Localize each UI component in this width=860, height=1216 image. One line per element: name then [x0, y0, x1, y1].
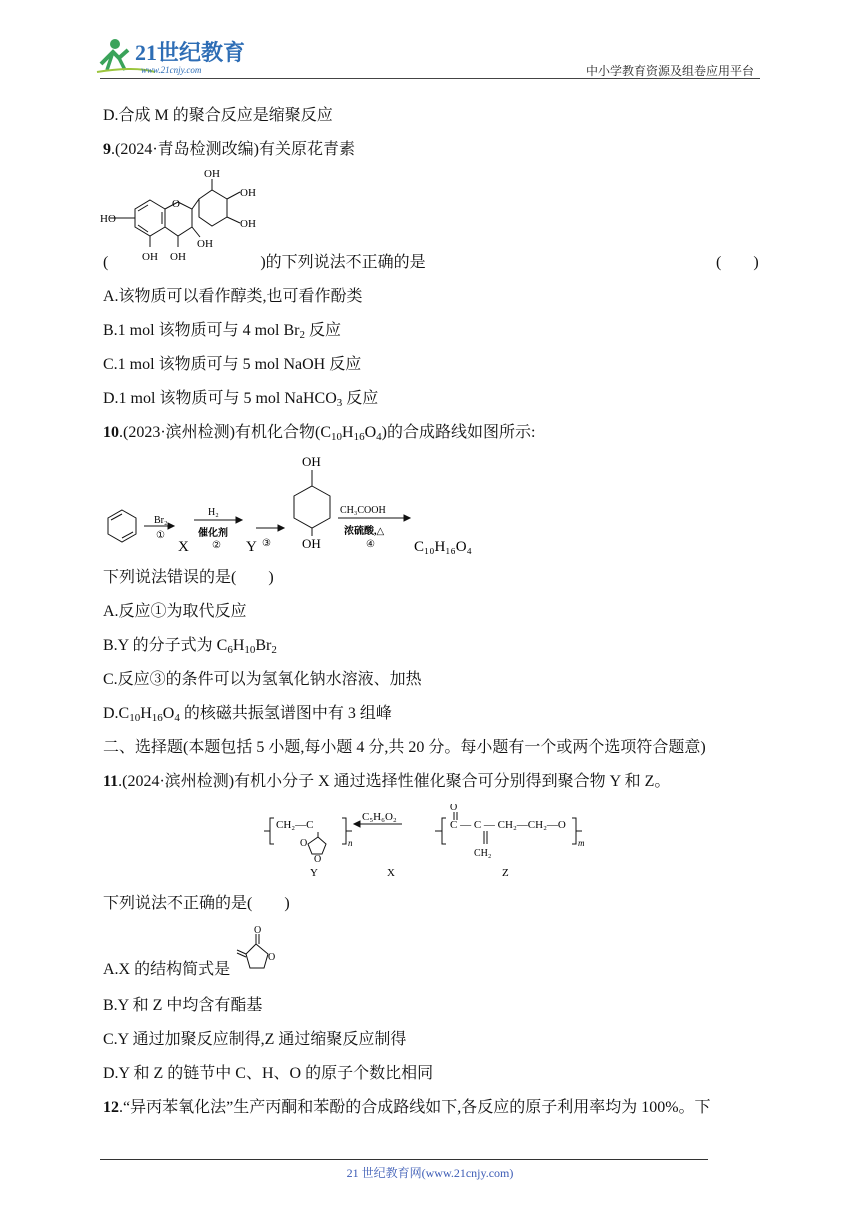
- q9-oh-6: OH: [142, 251, 158, 263]
- q10-stem: 下列说法错误的是( ): [103, 569, 274, 586]
- q11-x-formula: C₅H₆O₂: [362, 811, 397, 823]
- q10-option-c: C.反应③的条件可以为氢氧化钠水溶液、加热: [103, 671, 422, 688]
- q9-answer-blank: ( ): [716, 254, 759, 271]
- q11-y-n: n: [348, 838, 353, 848]
- q11-z-ch2: CH₂: [474, 848, 492, 859]
- logo-url: www.21cnjy.com: [141, 65, 202, 75]
- q10-option-d: $D.C_{10}H_{16}O_4$ 的核磁共振氢谱图中有 3 组峰: [103, 705, 392, 724]
- q11-y-ring-o: O: [314, 854, 322, 865]
- q9-number: 9: [103, 141, 111, 158]
- q10-reagent-2: H₂: [208, 507, 219, 518]
- q10-reagent-4: CH₃COOH: [340, 505, 386, 516]
- q9-option-c: C.1 mol 该物质可与 5 mol NaOH 反应: [103, 356, 362, 373]
- q10-reagent-1: Br₂: [154, 515, 168, 526]
- q9-oh-3: HO: [100, 213, 116, 225]
- q11-polymer-scheme: [262, 804, 602, 880]
- q10-synthesis-scheme: [100, 448, 520, 560]
- q10-product: C₁₀H₁₆O₄: [414, 539, 472, 555]
- q11-option-a: A.X 的结构简式是: [103, 961, 231, 978]
- q9-option-a: A.该物质可以看作醇类,也可看作酚类: [103, 288, 363, 305]
- q11-x-structure: [234, 924, 282, 976]
- q10-condition-4: 浓硫酸,△: [344, 526, 385, 537]
- q11-z-carbonyl-o: O: [450, 804, 458, 813]
- q10-title: 10.(2023·滨州检测)有机化合物$(C_{10}H_{16}O_4)$的合成路线如图所示:: [103, 424, 536, 443]
- q11-x-carbonyl-o: O: [254, 925, 262, 936]
- q11-z-chain: C — C — CH₂—CH₂—O: [450, 819, 566, 831]
- q10-step-4: ④: [366, 539, 375, 550]
- section-2-heading: 二、选择题(本题包括 5 小题,每小题 4 分,共 20 分。每小题有一个或两个选项符合题意): [103, 739, 706, 756]
- q10-y-label: Y: [246, 539, 257, 555]
- runner-icon: [95, 36, 265, 76]
- q9-title-text: .(2024·青岛检测改编)有关原花青素: [111, 141, 355, 158]
- q9-structure-diagram: [100, 165, 270, 265]
- q10-step-1: ①: [156, 530, 165, 541]
- q9-oh-4: OH: [240, 218, 256, 230]
- q9-option-b: B.1 mol 该物质可与 4 mol $Br_2$ 反应: [103, 322, 341, 341]
- logo-text: 21世纪教育: [135, 40, 246, 65]
- q11-y-chain: CH₂—C: [276, 819, 314, 831]
- q11-label-y: Y: [310, 867, 318, 879]
- q10-oh-bottom: OH: [302, 536, 321, 551]
- q9-oh-2: OH: [240, 187, 256, 199]
- header-platform-text: 中小学教育资源及组卷应用平台: [585, 64, 754, 78]
- q10-x-label: X: [178, 539, 189, 555]
- q11-z-m: m: [578, 838, 585, 848]
- q9-oh-7: OH: [170, 251, 186, 263]
- q10-option-a: A.反应①为取代反应: [103, 603, 247, 620]
- q11-option-c: C.Y 通过加聚反应制得,Z 通过缩聚反应制得: [103, 1031, 407, 1048]
- q11-title: 11.(2024·滨州检测)有机小分子 X 通过选择性催化聚合可分别得到聚合物 Y 和 Z。: [103, 773, 671, 790]
- q9-option-d: D.1 mol 该物质可与 5 mol NaHCO$_3$ 反应: [103, 390, 379, 409]
- site-logo: [95, 36, 265, 76]
- q11-y-ester-o: O: [300, 838, 308, 849]
- header-divider: [100, 78, 760, 79]
- footer-text: 21 世纪教育网(www.21cnjy.com): [346, 1166, 514, 1180]
- q11-x-ring-o: O: [268, 952, 276, 963]
- q8-option-d: D.合成 M 的聚合反应是缩聚反应: [103, 107, 333, 124]
- q12-title: 12.“异丙苯氧化法”生产丙酮和苯酚的合成路线如下,各反应的原子利用率均为 100%。下: [103, 1099, 711, 1116]
- q11-option-d: D.Y 和 Z 的链节中 C、H、O 的原子个数比相同: [103, 1065, 434, 1082]
- q9-oh-5: OH: [197, 238, 213, 250]
- q9-oh-1: OH: [204, 168, 220, 180]
- q9-ring-o: O: [172, 198, 180, 210]
- q11-stem: 下列说法不正确的是( ): [103, 895, 290, 912]
- q10-step-3: ③: [262, 538, 271, 549]
- q11-option-b: B.Y 和 Z 中均含有酯基: [103, 997, 263, 1014]
- q11-label-x: X: [387, 867, 395, 879]
- q9-title: [103, 140, 355, 160]
- q11-label-z: Z: [502, 867, 509, 879]
- q9-stem: ( )的下列说法不正确的是: [103, 254, 426, 271]
- footer-divider: [100, 1159, 708, 1160]
- q10-step-2: ②: [212, 540, 221, 551]
- q10-catalyst: 催化剂: [198, 528, 228, 539]
- q10-oh-top: OH: [302, 454, 321, 469]
- q10-option-b: B.Y 的分子式为 $C_6H_{10}Br_2$: [103, 637, 277, 656]
